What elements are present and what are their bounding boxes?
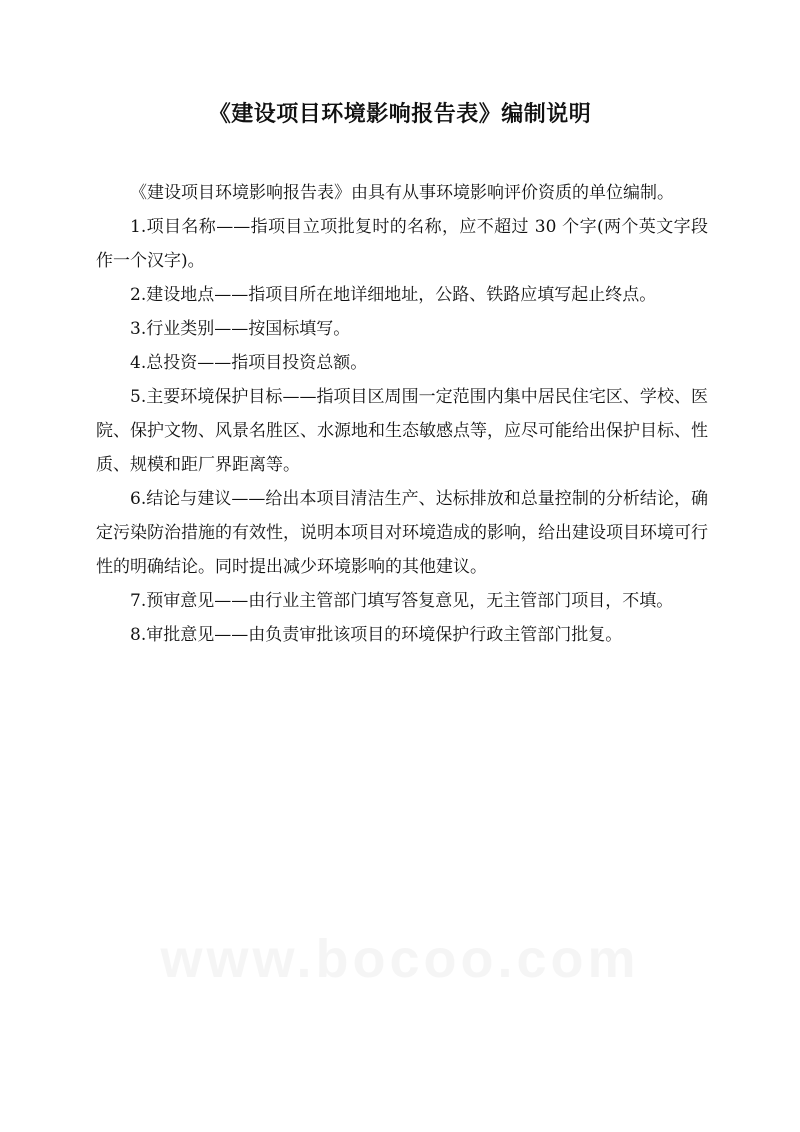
document-body bbox=[96, 176, 708, 652]
item-approval-opinion: 8.审批意见——由负责审批该项目的环境保护行政主管部门批复。 bbox=[130, 625, 623, 645]
intro-paragraph: 《建设项目环境影响报告表》由具有从事环境影响评价资质的单位编制。 bbox=[130, 183, 674, 203]
item-conclusions: 6.结论与建议——给出本项目清洁生产、达标排放和总量控制的分析结论，确定污染防治措施的有效性，说明本项目对环境造成的影响，给出建设项目环境可行性的明确结论。同时提出减少环境影响的其他建议。 bbox=[96, 489, 708, 577]
item-industry-category: 3.行业类别——按国标填写。 bbox=[130, 319, 351, 339]
document-title: 《建设项目环境影响报告表》编制说明 bbox=[208, 101, 592, 127]
item-preliminary-review: 7.预审意见——由行业主管部门填写答复意见，无主管部门项目，不填。 bbox=[130, 591, 674, 611]
item-protection-targets: 5.主要环境保护目标——指项目区周围一定范围内集中居民住宅区、学校、医院、保护文物、风景名胜区、水源地和生态敏感点等，应尽可能给出保护目标、性质、规模和距厂界距离等。 bbox=[96, 387, 708, 475]
item-construction-site: 2.建设地点——指项目所在地详细地址，公路、铁路应填写起止终点。 bbox=[130, 285, 657, 305]
watermark: www.bocoo.com bbox=[160, 929, 640, 989]
item-project-name: 1.项目名称——指项目立项批复时的名称，应不超过 30 个字(两个英文字段作一个汉字)。 bbox=[96, 217, 708, 271]
item-total-investment: 4.总投资——指项目投资总额。 bbox=[130, 353, 368, 373]
